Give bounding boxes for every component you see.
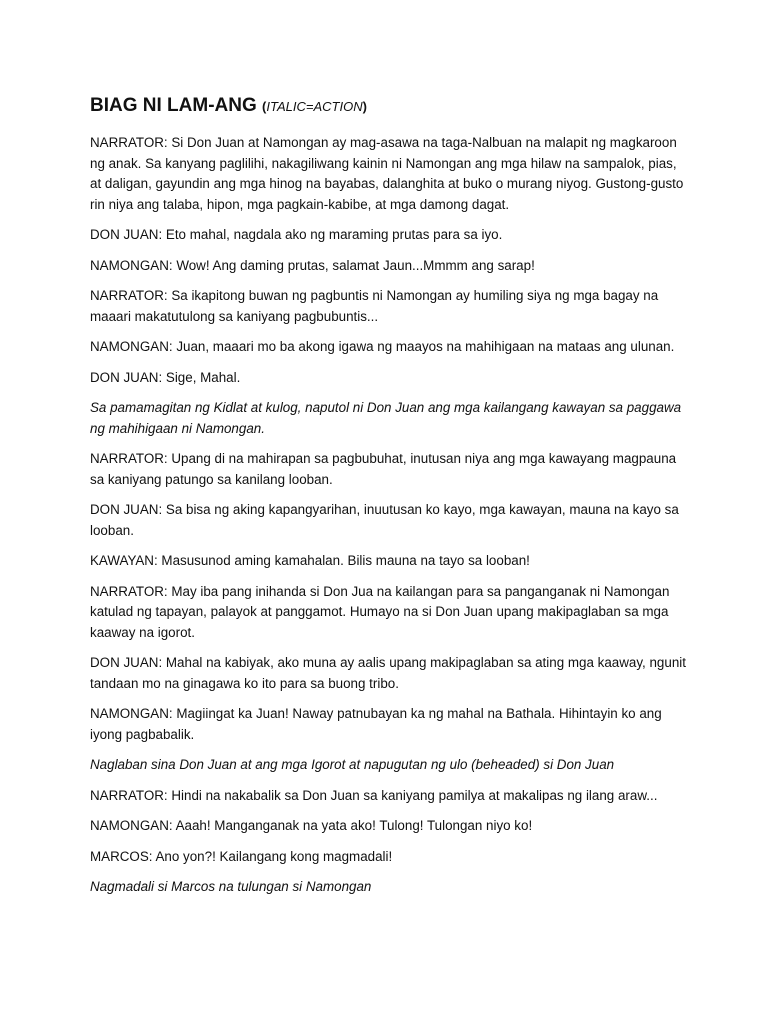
script-line [90, 786, 690, 807]
action-text: Nagmadali si Marcos na tulungan si Namongan [90, 879, 372, 894]
action-line [90, 398, 690, 439]
line-text: Hindi na nakabalik sa Don Juan sa kaniyang pamilya at makalipas ng ilang araw... [167, 787, 658, 803]
speaker-label: NARRATOR: [90, 451, 168, 466]
speaker-label: NARRATOR: [90, 288, 168, 303]
script-line [90, 551, 690, 572]
speaker-label: DON JUAN: [90, 227, 163, 242]
script-line [90, 816, 690, 837]
speaker-label: KAWAYAN: [90, 553, 158, 568]
script-line [90, 256, 690, 277]
script-line [90, 847, 690, 868]
script-line [90, 337, 690, 358]
title-note-italic: ITALIC=ACTION [266, 99, 363, 114]
action-line [90, 877, 690, 898]
speaker-label: NAMONGAN: [90, 257, 173, 273]
line-text: Ano yon?! Kailangang kong magmadali! [152, 848, 393, 864]
action-text: Naglaban sina Don Juan at ang mga Igorot at napugutan ng ulo (beheaded) si Don Juan [90, 757, 615, 772]
script-line [90, 133, 690, 215]
speaker-label: DON JUAN: [90, 369, 163, 385]
speaker-label: NARRATOR: [90, 583, 168, 599]
script-line [90, 653, 690, 694]
line-text: Juan, maaari mo ba akong igawa ng maayos na mahihigaan na mataas ang ulunan. [172, 339, 675, 354]
script-line [90, 286, 690, 327]
title-text: BIAG NI LAM-ANG [90, 95, 257, 116]
speaker-label: DON JUAN: [90, 502, 163, 517]
line-text: May iba pang inihanda si Don Jua na kailangan para sa panganganak ni Namongan katulad ng tapayan, palayok at panggamot. Humayo na si Don Juan upang makipaglaban sa mga kaaway na igorot. [90, 583, 670, 640]
speaker-label: NARRATOR: [90, 135, 168, 150]
line-text: Aaah! Manganganak na yata ako! Tulong! Tulongan niyo ko! [172, 818, 533, 833]
document-title [90, 92, 690, 121]
speaker-label: MARCOS: [90, 848, 153, 864]
speaker-label: DON JUAN: [90, 655, 163, 670]
line-text: Si Don Juan at Namongan ay mag-asawa na taga-Nalbuan na malapit ng magkaroon ng anak. Sa kanyang paglilihi, nakagiliwang kainin ni Namongan ang mga hilaw na sampalok, pias, at daligan, gayundin ang mga hinog na bayabas, dalanghita at buko o murang niyog. Gustong-gusto rin niya ang talaba, hipon, mga pagkain-kabibe, at mga damong dagat. [90, 135, 684, 212]
line-text: Upang di na mahirapan sa pagbubuhat, inutusan niya ang mga kawayang magpauna sa kaniyang patungo sa kanilang looban. [90, 451, 677, 487]
line-text: Sige, Mahal. [162, 369, 241, 385]
line-text: Mahal na kabiyak, ako muna ay aalis upang makipaglaban sa ating mga kaaway, ngunit tandaan mo na ginagawa ko ito para sa buong tribo. [90, 655, 686, 691]
line-text: Masusunod aming kamahalan. Bilis mauna na tayo sa looban! [157, 553, 530, 568]
speaker-label: NAMONGAN: [90, 339, 173, 354]
script-line [90, 500, 690, 541]
line-text: Magiingat ka Juan! Naway patnubayan ka ng mahal na Bathala. Hihintayin ko ang iyong pagbabalik. [90, 706, 662, 742]
line-text: Sa ikapitong buwan ng pagbuntis ni Namongan ay humiling siya ng mga bagay na maaari makatutulong sa kaniyang pagbubuntis... [90, 288, 659, 324]
action-line [90, 755, 690, 776]
script-line [90, 582, 690, 644]
line-text: Sa bisa ng aking kapangyarihan, inuutusan ko kayo, mga kawayan, mauna na kayo sa looban. [90, 502, 679, 538]
document-page [90, 92, 690, 908]
script-line [90, 368, 690, 389]
speaker-label: NAMONGAN: [90, 818, 173, 833]
title-note: (ITALIC=ACTION) [262, 99, 367, 114]
script-line [90, 449, 690, 490]
line-text: Eto mahal, nagdala ako ng maraming prutas para sa iyo. [162, 227, 503, 242]
script-line [90, 225, 690, 246]
speaker-label: NAMONGAN: [90, 706, 173, 721]
action-text: Sa pamamagitan ng Kidlat at kulog, naputol ni Don Juan ang mga kailangang kawayan sa paggawa ng mahihigaan ni Namongan. [90, 400, 682, 436]
speaker-label: NARRATOR: [90, 787, 168, 803]
line-text: Wow! Ang daming prutas, salamat Jaun...Mmmm ang sarap! [172, 257, 535, 273]
script-line [90, 704, 690, 745]
